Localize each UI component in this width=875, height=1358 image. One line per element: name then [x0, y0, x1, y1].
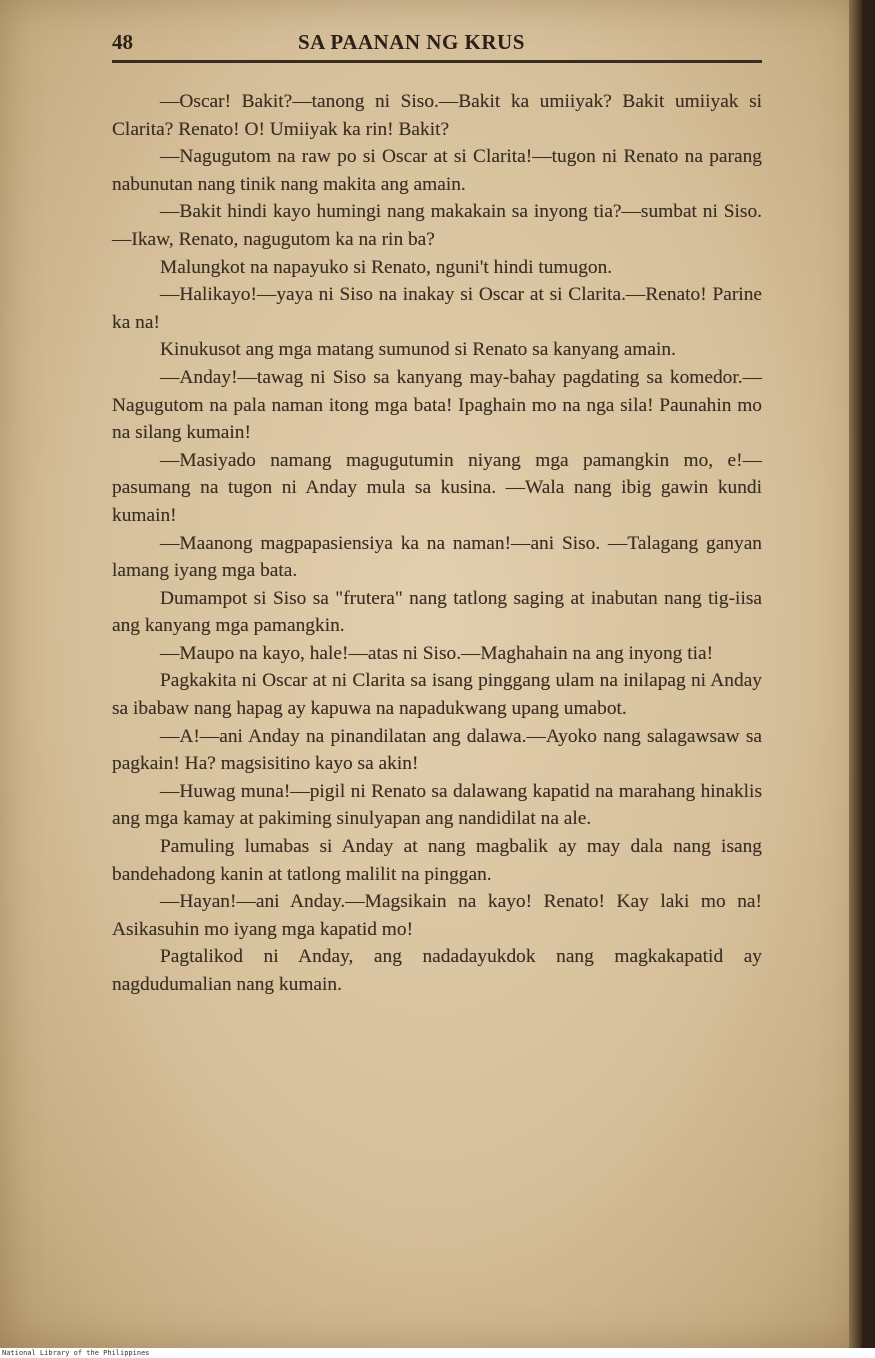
- paragraph: Pagkakita ni Oscar at ni Clarita sa isang pinggang ulam na inilapag ni Anday sa ibabaw nang hapag ay kapuwa na napadukwang upang umabot.: [112, 670, 762, 720]
- paragraph: Pagtalikod ni Anday, ang nadadayukdok nang magkakapatid ay nagdudumalian nang kumain.: [112, 946, 762, 995]
- paragraph: —Bakit hindi kayo humingi nang makakain sa inyong tia?—sumbat ni Siso.—Ikaw, Renato, nagugutom ka na rin ba?: [112, 201, 762, 250]
- paragraph: —Anday!—tawag ni Siso sa kanyang may-bahay pagdating sa komedor.—Nagugutom na pala naman itong mga bata! Ipaghain mo na nga sila! Paunahin mo na silang kumain!: [112, 366, 762, 444]
- paragraph: —Masiyado namang magugutumin niyang mga pamangkin mo, e!—pasumang na tugon ni Anday mula sa kusina. —Wala nang ibig gawin kundi kumain!: [112, 449, 762, 526]
- header-rule: [112, 60, 762, 63]
- page-number: 48: [112, 30, 133, 54]
- paragraph: Pamuling lumabas si Anday at nang magbalik ay may dala nang isang bandehadong kanin at tatlong malilit na pinggan.: [112, 836, 762, 885]
- paragraph: —Huwag muna!—pigil ni Renato sa dalawang kapatid na marahang hinaklis ang mga kamay at pakiming sinulyapan ang nandidilat na ale.: [112, 780, 762, 830]
- paragraph: —Oscar! Bakit?—tanong ni Siso.—Bakit ka umiiyak? Bakit umiiyak si Clarita? Renato! O! Umiiyak ka rin! Bakit?: [112, 91, 762, 140]
- footer-credit: National Library of the Philippines: [2, 1349, 150, 1357]
- paragraph: Dumampot si Siso sa "frutera" nang tatlong saging at inabutan nang tig-iisa ang kanyang mga pamangkin.: [112, 587, 762, 637]
- page-header: [112, 30, 762, 60]
- paragraph: —Nagugutom na raw po si Oscar at si Clarita!—tugon ni Renato na parang nabunutan nang tinik nang makita ang amain.: [112, 146, 762, 195]
- paragraph: —Hayan!—ani Anday.—Magsikain na kayo! Renato! Kay laki mo na! Asikasuhin mo iyang mga kapatid mo!: [112, 891, 762, 940]
- paragraph: —Maupo na kayo, hale!—atas ni Siso.—Maghahain na ang inyong tia!: [160, 642, 714, 664]
- paragraph: —A!—ani Anday na pinandilatan ang dalawa.—Ayoko nang salagawsaw sa pagkain! Ha? magsisitino kayo sa akin!: [112, 725, 762, 775]
- paragraph: —Halikayo!—yaya ni Siso na inakay si Oscar at si Clarita.—Renato! Parine ka na!: [112, 284, 762, 333]
- running-title: SA PAANAN NG KRUS: [298, 30, 525, 54]
- paragraph: —Maanong magpapasiensiya ka na naman!—ani Siso. —Talagang ganyan lamang iyang mga bata.: [112, 532, 762, 582]
- body-text: [112, 88, 762, 999]
- paragraph: Kinukusot ang mga matang sumunod si Renato sa kanyang amain.: [160, 339, 676, 361]
- page-edge-shadow: [849, 0, 862, 1348]
- paragraph: Malungkot na napayuko si Renato, nguni't hindi tumugon.: [160, 256, 613, 278]
